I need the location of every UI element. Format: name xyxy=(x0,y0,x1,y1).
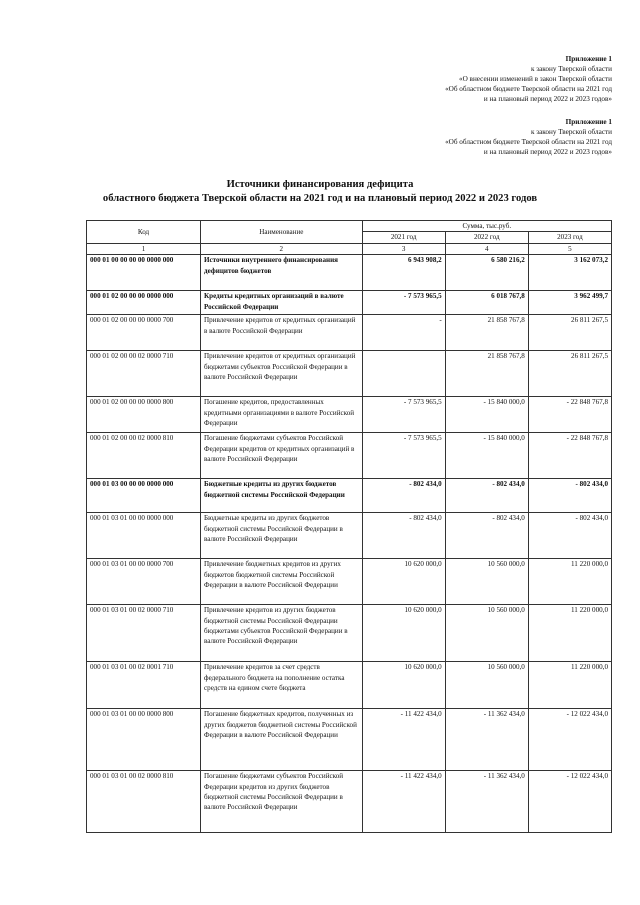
value-2021-cell: - 7 573 965,5 xyxy=(362,397,445,433)
table-row xyxy=(87,351,612,397)
header-name: Наименование xyxy=(201,221,363,244)
code-cell: 000 01 03 01 00 02 0000 710 xyxy=(87,605,201,662)
value-2022-cell: 10 560 000,0 xyxy=(445,559,528,605)
value-2021-cell: - 7 573 965,5 xyxy=(362,291,445,315)
value-2023-cell: - 802 434,0 xyxy=(528,513,611,559)
name-cell: Привлечение кредитов за счет средств федерального бюджета на пополнение остатка средств на едином счете бюджета xyxy=(201,662,363,709)
column-number: 2 xyxy=(201,243,363,254)
header-sum: Сумма, тыс.руб. xyxy=(362,221,611,232)
code-cell: 000 01 03 01 00 00 0000 700 xyxy=(87,559,201,605)
value-2021-cell: - 7 573 965,5 xyxy=(362,433,445,479)
title-line-1: Источники финансирования дефицита xyxy=(226,179,414,190)
value-2023-cell: - 22 848 767,8 xyxy=(528,397,611,433)
table-row xyxy=(87,709,612,771)
value-2022-cell: - 15 840 000,0 xyxy=(445,397,528,433)
appendix-line: к закону Тверской области xyxy=(530,65,612,73)
name-cell: Бюджетные кредиты из других бюджетов бюджетной системы Российской Федерации в валюте Российской Федерации xyxy=(201,513,363,559)
name-cell: Привлечение кредитов от кредитных организаций бюджетами субъектов Российской Федерации в валюте Российской Федерации xyxy=(201,351,363,397)
code-cell: 000 01 00 00 00 00 0000 000 xyxy=(87,255,201,291)
value-2021-cell: - 11 422 434,0 xyxy=(362,771,445,833)
value-2022-cell: 21 858 767,8 xyxy=(445,351,528,397)
column-number: 5 xyxy=(528,243,611,254)
header-code: Код xyxy=(87,221,201,244)
value-2023-cell: 11 220 000,0 xyxy=(528,559,611,605)
table-row xyxy=(87,291,612,315)
value-2021-cell: - xyxy=(362,315,445,351)
value-2021-cell: 10 620 000,0 xyxy=(362,559,445,605)
value-2023-cell: 26 811 267,5 xyxy=(528,351,611,397)
code-cell: 000 01 02 00 00 02 0000 810 xyxy=(87,433,201,479)
value-2022-cell: 10 560 000,0 xyxy=(445,662,528,709)
name-cell: Бюджетные кредиты из других бюджетов бюджетной системы Российской Федерации xyxy=(201,479,363,513)
code-cell: 000 01 02 00 00 00 0000 800 xyxy=(87,397,201,433)
column-number: 4 xyxy=(445,243,528,254)
document-title xyxy=(0,178,640,206)
table-row xyxy=(87,662,612,709)
code-cell: 000 01 02 00 00 02 0000 710 xyxy=(87,351,201,397)
code-cell: 000 01 03 01 00 00 0000 000 xyxy=(87,513,201,559)
name-cell: Источники внутреннего финансирования дефицитов бюджетов xyxy=(201,255,363,291)
code-cell: 000 01 02 00 00 00 0000 700 xyxy=(87,315,201,351)
table-row xyxy=(87,479,612,513)
header-2022: 2022 год xyxy=(445,232,528,243)
code-cell: 000 01 03 01 00 00 0000 800 xyxy=(87,709,201,771)
value-2023-cell: 3 962 499,7 xyxy=(528,291,611,315)
value-2023-cell: - 22 848 767,8 xyxy=(528,433,611,479)
table-row xyxy=(87,771,612,833)
appendix-title: Приложение 1 xyxy=(565,55,612,63)
title-line-2: областного бюджета Тверской области на 2021 год и на плановый период 2022 и 2023 годов xyxy=(102,193,538,204)
value-2023-cell: - 12 022 434,0 xyxy=(528,771,611,833)
appendix-line: «Об областном бюджете Тверской области на 2021 год xyxy=(445,85,612,93)
value-2022-cell: 6 018 767,8 xyxy=(445,291,528,315)
value-2022-cell: 21 858 767,8 xyxy=(445,315,528,351)
name-cell: Погашение кредитов, предоставленных кредитными организациями в валюте Российской Федерации xyxy=(201,397,363,433)
table-row xyxy=(87,397,612,433)
name-cell: Привлечение бюджетных кредитов из других бюджетов бюджетной системы Российской Федерации в валюте Российской Федерации xyxy=(201,559,363,605)
column-number: 1 xyxy=(87,243,201,254)
value-2023-cell: 11 220 000,0 xyxy=(528,662,611,709)
value-2021-cell: - 11 422 434,0 xyxy=(362,709,445,771)
appendix-line: и на плановый период 2022 и 2023 годов» xyxy=(483,148,612,156)
appendix-original-header xyxy=(445,117,612,157)
value-2022-cell: - 802 434,0 xyxy=(445,479,528,513)
appendix-amendment-header xyxy=(445,54,612,104)
name-cell: Погашение бюджетами субъектов Российской Федерации кредитов от кредитных организаций в валюте Российской Федерации xyxy=(201,433,363,479)
name-cell: Привлечение кредитов от кредитных организаций в валюте Российской Федерации xyxy=(201,315,363,351)
code-cell: 000 01 03 01 00 02 0001 710 xyxy=(87,662,201,709)
value-2021-cell: 10 620 000,0 xyxy=(362,662,445,709)
value-2023-cell: 3 162 073,2 xyxy=(528,255,611,291)
code-cell: 000 01 02 00 00 00 0000 000 xyxy=(87,291,201,315)
value-2021-cell: - 802 434,0 xyxy=(362,513,445,559)
table-row xyxy=(87,433,612,479)
name-cell: Погашение бюджетами субъектов Российской Федерации кредитов из других бюджетов бюджетной системы Российской Федерации в валюте Российской Федерации xyxy=(201,771,363,833)
financing-sources-table xyxy=(86,220,612,833)
name-cell: Кредиты кредитных организаций в валюте Российской Федерации xyxy=(201,291,363,315)
column-number: 3 xyxy=(362,243,445,254)
value-2023-cell: 26 811 267,5 xyxy=(528,315,611,351)
appendix-line: «О внесении изменений в закон Тверской области xyxy=(458,75,612,83)
code-cell: 000 01 03 00 00 00 0000 000 xyxy=(87,479,201,513)
value-2022-cell: - 11 362 434,0 xyxy=(445,771,528,833)
value-2022-cell: - 15 840 000,0 xyxy=(445,433,528,479)
table-body xyxy=(87,255,612,833)
code-cell: 000 01 03 01 00 02 0000 810 xyxy=(87,771,201,833)
appendix-title: Приложение 1 xyxy=(565,118,612,126)
appendix-line: «Об областном бюджете Тверской области на 2021 год xyxy=(445,138,612,146)
value-2023-cell: 11 220 000,0 xyxy=(528,605,611,662)
value-2022-cell: - 802 434,0 xyxy=(445,513,528,559)
appendix-line: и на плановый период 2022 и 2023 годов» xyxy=(483,95,612,103)
value-2021-cell: - 802 434,0 xyxy=(362,479,445,513)
table-row xyxy=(87,559,612,605)
header-2023: 2023 год xyxy=(528,232,611,243)
value-2022-cell: 6 580 216,2 xyxy=(445,255,528,291)
table-row xyxy=(87,315,612,351)
value-2022-cell: 10 560 000,0 xyxy=(445,605,528,662)
value-2023-cell: - 802 434,0 xyxy=(528,479,611,513)
value-2022-cell: - 11 362 434,0 xyxy=(445,709,528,771)
name-cell: Привлечение кредитов из других бюджетов бюджетной системы Российской Федерации бюджетами субъектов Российской Федерации в валюте Российской Федерации xyxy=(201,605,363,662)
value-2021-cell xyxy=(362,351,445,397)
appendix-line: к закону Тверской области xyxy=(530,128,612,136)
name-cell: Погашение бюджетных кредитов, полученных из других бюджетов бюджетной системы Российской Федерации в валюте Российской Федерации xyxy=(201,709,363,771)
table-row xyxy=(87,255,612,291)
header-2021: 2021 год xyxy=(362,232,445,243)
value-2021-cell: 6 943 908,2 xyxy=(362,255,445,291)
table-row xyxy=(87,513,612,559)
value-2021-cell: 10 620 000,0 xyxy=(362,605,445,662)
value-2023-cell: - 12 022 434,0 xyxy=(528,709,611,771)
table-row xyxy=(87,605,612,662)
